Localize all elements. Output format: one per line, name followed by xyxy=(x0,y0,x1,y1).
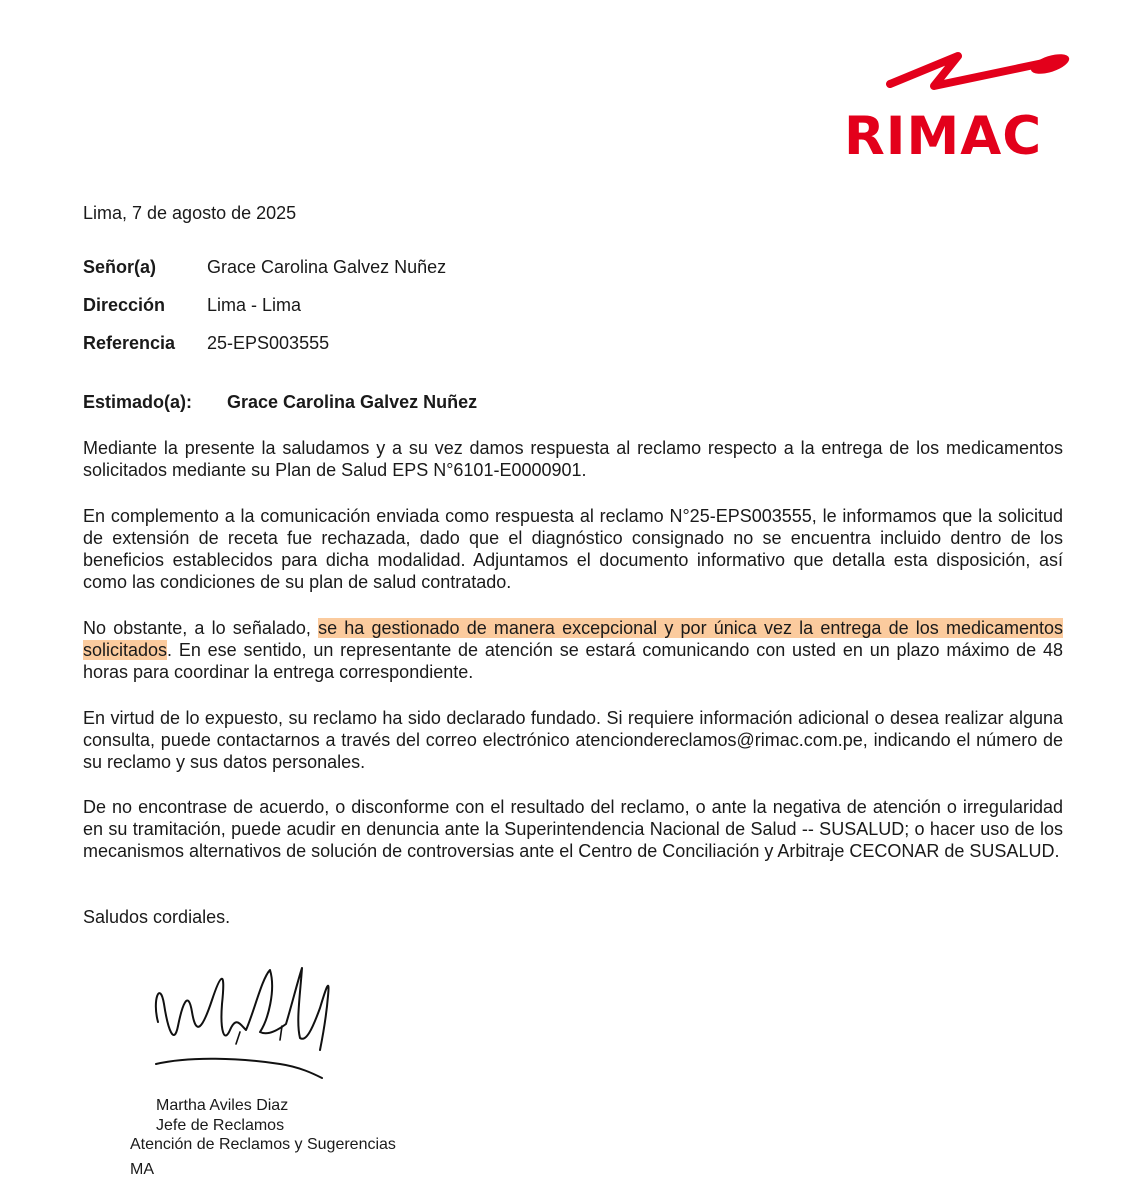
addressee-block xyxy=(83,256,446,370)
field-label: Referencia xyxy=(83,333,176,353)
greeting-label: Estimado(a): xyxy=(83,392,193,412)
greeting xyxy=(83,391,477,413)
field-label: Señor(a) xyxy=(83,257,157,277)
field-label: Dirección xyxy=(83,295,166,315)
paragraph-resolution: En virtud de lo expuesto, su reclamo ha sido declarado fundado. Si requiere información adicional o desea realizar alguna consulta, puede contactarnos a través del correo electrónico atenciondereclamos@rimac.com.pe, indicando el número de su reclamo y sus datos personales. xyxy=(83,708,1063,772)
paragraph-intro: Mediante la presente la saludamos y a su vez damos respuesta al reclamo respecto a la entrega de los medicamentos solicitados mediante su Plan de Salud EPS N°6101-E0000901. xyxy=(83,438,1063,480)
rimac-wordmark: RIMAC xyxy=(844,106,1043,167)
signer-department: Atención de Reclamos y Sugerencias xyxy=(130,1136,396,1153)
signer-block xyxy=(130,1096,396,1179)
highlighted-text: se ha gestionado de manera excepcional y por única vez la entrega de los medicamentos solicitados xyxy=(83,618,1064,660)
paragraph-complement: En complemento a la comunicación enviada como respuesta al reclamo N°25-EPS003555, le informamos que la solicitud de extensión de receta fue rechazada, dado que el diagnóstico consignado no se encuentra incluido dentro de los beneficios establecidos para dicha modalidad. Adjuntamos el documento informativo que detalla esta disposición, así como las condiciones de su plan de salud contratado. xyxy=(83,506,1063,592)
paragraph-exception-end: . En ese sentido, un representante de atención se estará comunicando con usted en un plazo máximo de 48 horas para coordinar la entrega correspondiente. xyxy=(83,640,1063,682)
greeting-name: Grace Carolina Galvez Nuñez xyxy=(227,392,478,412)
field-row-referencia xyxy=(83,332,446,370)
signer-title: Jefe de Reclamos xyxy=(156,1116,285,1134)
closing-salutation: Saludos cordiales. xyxy=(83,907,231,927)
signer-name: Martha Aviles Diaz xyxy=(156,1097,289,1114)
field-row-direccion xyxy=(83,294,446,332)
handwritten-signature xyxy=(150,960,350,1090)
rimac-logo xyxy=(838,48,1070,166)
field-row-senor xyxy=(83,256,446,294)
paragraph-exception-start: No obstante, a lo señalado, xyxy=(83,618,319,638)
signer-initials: MA xyxy=(130,1160,154,1178)
field-value: Grace Carolina Galvez Nuñez xyxy=(207,257,447,277)
letter-date: Lima, 7 de agosto de 2025 xyxy=(83,203,297,223)
paragraph-exception xyxy=(83,617,1063,683)
field-value: Lima - Lima xyxy=(207,295,302,315)
paragraph-appeal: De no encontrase de acuerdo, o disconforme con el resultado del reclamo, o ante la negativa de atención o irregularidad en su tramitación, puede acudir en denuncia ante la Superintendencia Nacional de Salud -- SUSALUD; o hacer uso de los mecanismos alternativos de solución de controversias ante el Centro de Conciliación y Arbitraje CECONAR de SUSALUD. xyxy=(83,797,1063,861)
field-value: 25-EPS003555 xyxy=(207,333,330,353)
